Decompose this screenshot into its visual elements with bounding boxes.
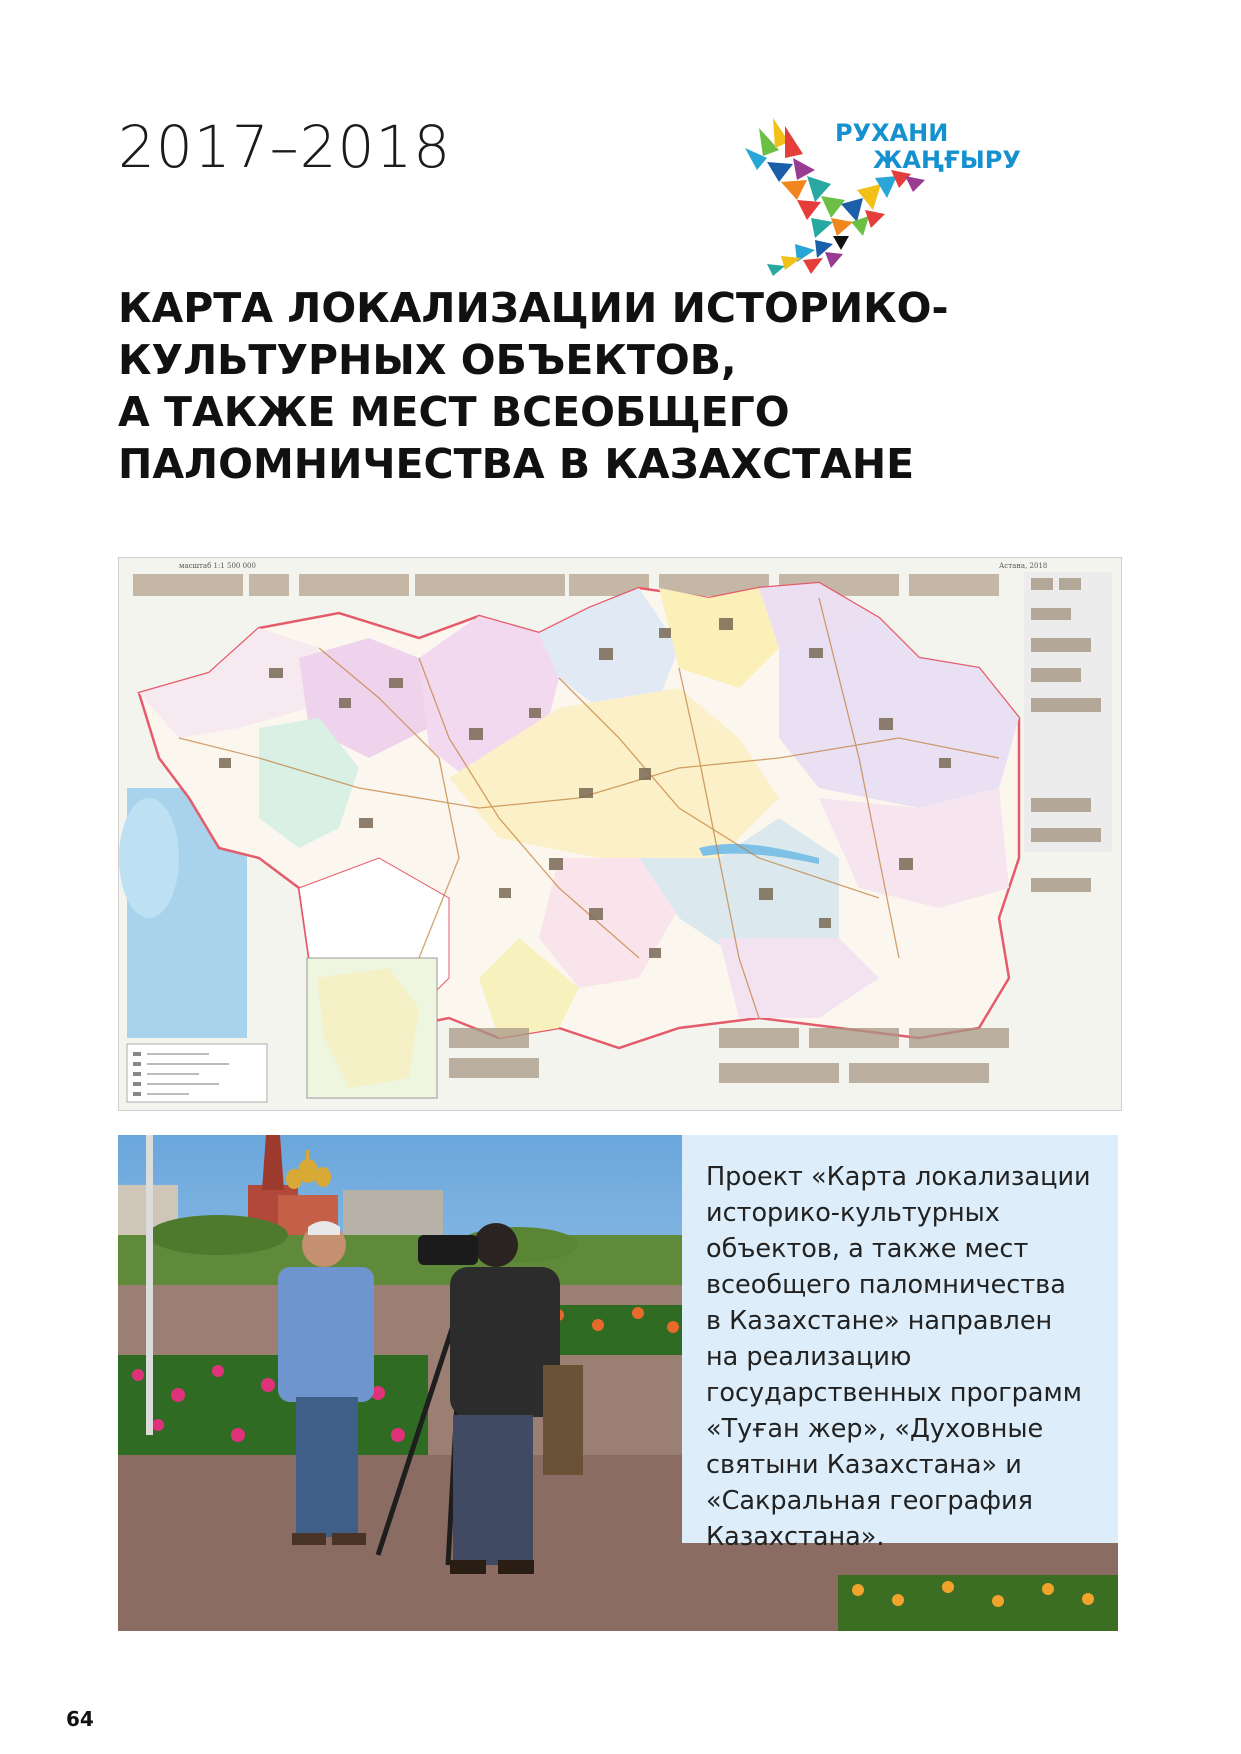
- caption-line: объектов, а также мест: [706, 1234, 1029, 1264]
- caption-line: историко-культурных: [706, 1198, 1000, 1228]
- title-line: А ТАКЖЕ МЕСТ ВСЕОБЩЕГО: [118, 388, 790, 436]
- caption-line: Проект «Карта локализации: [706, 1162, 1091, 1192]
- logo-text-line1: РУХАНИ: [835, 119, 949, 147]
- map-city-year-label: Астана, 2018: [999, 562, 1048, 570]
- title-line: ПАЛОМНИЧЕСТВА В КАЗАХСТАНЕ: [118, 440, 915, 488]
- caption-line: святыни Казахстана» и: [706, 1450, 1022, 1480]
- map-scale-label: масштаб 1:1 500 000: [179, 562, 256, 570]
- years-heading: 2017–2018: [118, 113, 452, 181]
- logo-text-line2: ЖАҢҒЫРУ: [873, 146, 1021, 174]
- page-title: [118, 282, 1118, 490]
- caption-line: на реализацию: [706, 1342, 912, 1372]
- rukhani-zhangyru-logo: [745, 118, 1035, 278]
- title-line: КУЛЬТУРНЫХ ОБЪЕКТОВ,: [118, 336, 737, 384]
- project-description-box: [682, 1135, 1118, 1552]
- page-number: 64: [66, 1707, 94, 1731]
- kazakhstan-heritage-map: [118, 557, 1122, 1111]
- caption-line: государственных программ: [706, 1378, 1082, 1408]
- logo-wordmark: [835, 120, 1021, 174]
- caption-line: «Сакральная география: [706, 1486, 1033, 1516]
- title-line: КАРТА ЛОКАЛИЗАЦИИ ИСТОРИКО-: [118, 284, 949, 332]
- caption-line: в Казахстане» направлен: [706, 1306, 1053, 1336]
- caption-line: всеобщего паломничества: [706, 1270, 1066, 1300]
- caption-line: Казахстана».: [706, 1522, 885, 1552]
- caption-line: «Туған жер», «Духовные: [706, 1414, 1044, 1444]
